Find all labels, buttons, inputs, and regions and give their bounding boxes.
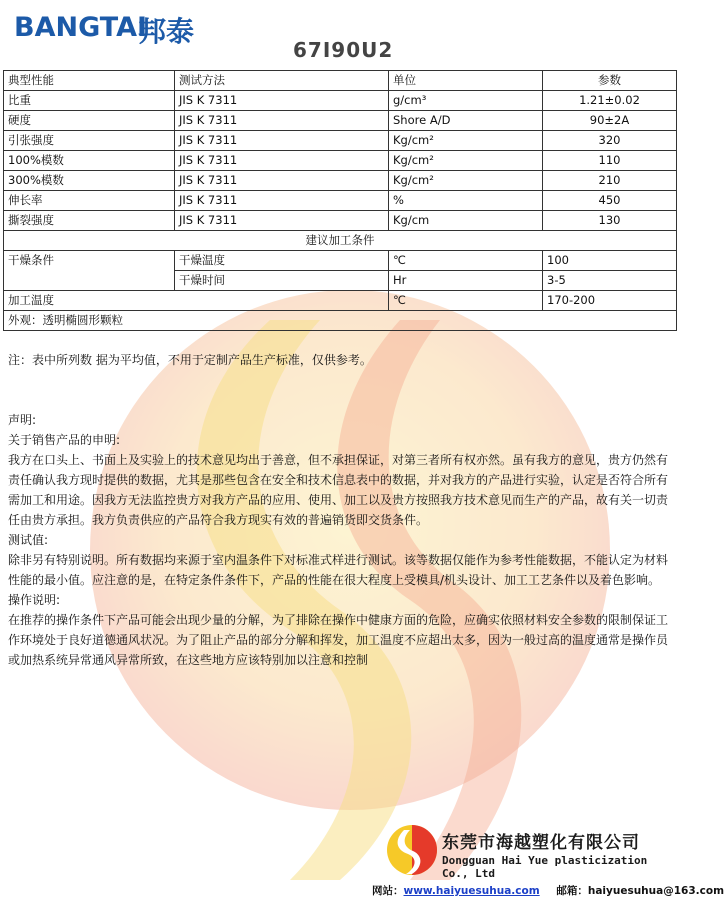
operation-text: 在推荐的操作条件下产品可能会出现少量的分解，为了排除在操作中健康方面的危险，应确实依照材料安全参数的限制保证工作环境处于良好道德通风状况。为了阻止产品的部分分解和挥发，加工温度不应超出太多，因为一般过高的温度通常是操作员或加热系统异常通风异常所致，在这些地方应该特别加以注意和控制 — [8, 613, 669, 667]
company-name-cn: 东莞市海越塑化有限公司 — [442, 833, 640, 853]
cell-property: 撕裂强度 — [4, 211, 175, 231]
header-property: 典型性能 — [4, 71, 175, 91]
cell-unit: Shore A/D — [389, 111, 543, 131]
cell-property: 100%模数 — [4, 151, 175, 171]
cell-value: 210 — [543, 171, 677, 191]
statement-title: 声明: — [8, 413, 37, 427]
test-title: 测试值: — [8, 533, 49, 547]
cell-unit: % — [389, 191, 543, 211]
drying-time-unit: Hr — [389, 271, 543, 291]
email-address: haiyuesuhua@163.com — [587, 885, 724, 897]
table-row — [4, 111, 677, 131]
cell-method: JIS K 7311 — [175, 111, 389, 131]
cell-unit: Kg/cm² — [389, 151, 543, 171]
cell-value: 320 — [543, 131, 677, 151]
drying-temp-row — [4, 251, 677, 271]
email-label: 邮箱： — [556, 885, 588, 897]
sales-title: 关于销售产品的申明: — [8, 433, 121, 447]
cell-unit: g/cm³ — [389, 91, 543, 111]
cell-value: 450 — [543, 191, 677, 211]
sales-text: 我方在口头上、书面上及实验上的技术意见均出于善意，但不承担保证，对第三者所有权亦然。虽有我方的意见，贵方仍然有责任确认我方现时提供的数据，尤其是那些包含在安全和技术信息表中的数据，并对我方的产品进行实验，认定是否符合所有需加工和用途。因我方无法监控贵方对我方产品的应用、使用、加工以及贵方按照我方技术意见而生产的产品，故有关一切责任由贵方承担。我方负责供应的产品符合我方现实有效的普遍销货即交货条件。 — [8, 453, 669, 527]
cell-property: 硬度 — [4, 111, 175, 131]
appearance-text: 外观：透明椭圆形颗粒 — [4, 311, 677, 331]
processing-temp-value: 170-200 — [543, 291, 677, 311]
header-unit: 单位 — [389, 71, 543, 91]
table-row — [4, 171, 677, 191]
table-header-row — [4, 71, 677, 91]
cell-value: 110 — [543, 151, 677, 171]
company-logo-icon — [386, 822, 438, 878]
cell-unit: Kg/cm² — [389, 131, 543, 151]
cell-value: 1.21±0.02 — [543, 91, 677, 111]
brand-logo-cn: 邦泰 — [138, 15, 195, 48]
cell-unit: Kg/cm — [389, 211, 543, 231]
processing-temp-row — [4, 291, 677, 311]
cell-property: 伸长率 — [4, 191, 175, 211]
drying-time-value: 3-5 — [543, 271, 677, 291]
cell-property: 300%模数 — [4, 171, 175, 191]
company-block — [384, 820, 680, 880]
appearance-row — [4, 311, 677, 331]
company-name-en: Dongguan Hai Yue plasticization Co., Ltd — [442, 854, 648, 880]
processing-title: 建议加工条件 — [4, 231, 677, 251]
website-link[interactable]: www.haiyuesuhua.com — [403, 885, 540, 897]
header-value: 参数 — [543, 71, 677, 91]
product-model: 67I90U2 — [293, 38, 394, 62]
operation-title: 操作说明: — [8, 593, 61, 607]
table-row — [4, 211, 677, 231]
table-row — [4, 191, 677, 211]
drying-temp-value: 100 — [543, 251, 677, 271]
table-row — [4, 151, 677, 171]
cell-property: 比重 — [4, 91, 175, 111]
processing-temp-label: 加工温度 — [4, 291, 389, 311]
table-footnote: 注：表中所列数 据为平均值，不用于定制产品生产标准，仅供参考。 — [8, 353, 372, 367]
drying-time-label: 干燥时间 — [175, 271, 389, 291]
cell-method: JIS K 7311 — [175, 171, 389, 191]
cell-method: JIS K 7311 — [175, 151, 389, 171]
processing-temp-unit: ℃ — [389, 291, 543, 311]
cell-method: JIS K 7311 — [175, 191, 389, 211]
table-row — [4, 131, 677, 151]
drying-temp-label: 干燥温度 — [175, 251, 389, 271]
drying-label: 干燥条件 — [4, 251, 175, 291]
header-method: 测试方法 — [175, 71, 389, 91]
cell-unit: Kg/cm² — [389, 171, 543, 191]
properties-table — [3, 70, 677, 331]
statement-section — [8, 410, 672, 670]
table-row — [4, 91, 677, 111]
processing-title-row — [4, 231, 677, 251]
page-header — [0, 0, 680, 70]
website-label: 网站： — [372, 885, 404, 897]
test-text: 除非另有特别说明。所有数据均来源于室内温条件下对标准式样进行测试。该等数据仅能作为参考性能数据，不能认定为材料性能的最小值。应注意的是，在特定条件条件下，产品的性能在很大程度上受模具/机头设计、加工工艺条件以及着色影响。 — [8, 553, 669, 587]
cell-method: JIS K 7311 — [175, 91, 389, 111]
cell-method: JIS K 7311 — [175, 211, 389, 231]
cell-method: JIS K 7311 — [175, 131, 389, 151]
brand-logo-text: BANGTAI — [14, 12, 148, 43]
cell-value: 130 — [543, 211, 677, 231]
contact-line — [372, 883, 724, 898]
cell-value: 90±2A — [543, 111, 677, 131]
cell-property: 引张强度 — [4, 131, 175, 151]
drying-temp-unit: ℃ — [389, 251, 543, 271]
